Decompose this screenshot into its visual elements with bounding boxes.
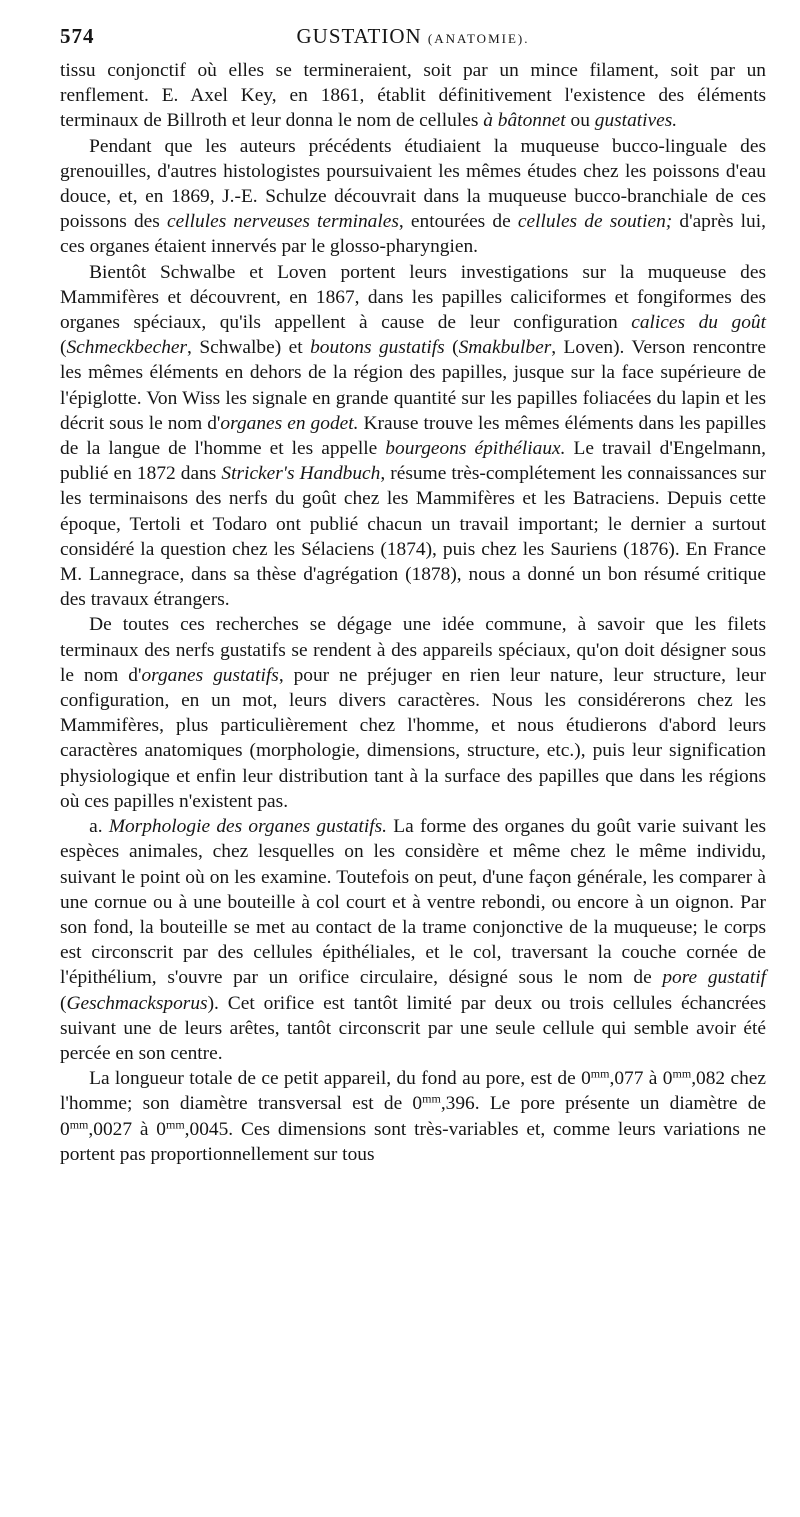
text-run: Krause trouve les mêmes éléments dans les papilles de la langue de l'homme et les appelle <box>60 412 766 460</box>
page-number: 574 <box>60 24 95 48</box>
text-run: La forme des organes du goût varie suivant les espèces animales, chez lesquelles on les considère et même chez le même individu, suivant le point où on les examine. Toutefois on peut, d'une façon générale, les comparer à une cornue ou à une bouteille à col court et à ventre rebondi, ou encore à un oignon. Par son fond, la bouteille se met au contact de la trame conjonctive de la muqueuse; le corps est circonscrit par des cellules épithéliales, et le col, traversant la couche cornée de l'épithélium, s'ouvre par un orifice circulaire, désigné sous le nom de <box>60 816 766 989</box>
running-head <box>60 24 766 58</box>
text-run: ,0045. Ces dimensions sont très-variables et, comme leurs variations ne portent pas proportionnellement sur tous <box>60 1118 766 1165</box>
paragraph-p5 <box>60 1066 766 1167</box>
text-run: tissu conjonctif où elles se termineraient, soit par un mince filament, soit par un renflement. E. Axel Key, en 1861, établit définitivement l'existence des éléments terminaux de Billroth et leur donna le nom de cellules <box>60 60 766 132</box>
text-run: ou <box>565 110 595 132</box>
italic-run: bourgeons épithéliaux. <box>385 438 566 460</box>
italic-run: calices du goût <box>631 312 766 334</box>
italic-run: pore gustatif <box>662 967 767 989</box>
italic-run: organes en godet. <box>220 412 359 434</box>
text-run: , résume très-complétement les connaissances sur les terminaisons des nerfs du goût chez les Mammifères et les Batraciens. Depuis cette époque, Tertoli et Todaro ont publié chacun un travail important; le dernier a surtout considéré la question chez les Sélaciens (1874), puis chez les Sauriens (1876). En France M. Lannegrace, dans sa thèse d'agrégation (1878), nous a donné un bon résumé critique des travaux étrangers. <box>60 463 766 611</box>
text-run: Bientôt Schwalbe et Loven portent leurs investigations sur la muqueuse des Mammifères et découvrent, en 1867, dans les papilles caliciformes et fongiformes des organes spéciaux, qu'ils appellent à cause de leur configuration <box>60 261 766 334</box>
text-run: ,396. Le pore présente un diamètre de 0 <box>60 1093 766 1140</box>
header-subtitle: (ANATOMIE). <box>427 31 530 46</box>
italic-run: Geschmacksporus <box>66 992 208 1014</box>
text-run: , pour ne préjuger en rien leur nature, leur structure, leur configuration, en un mot, leurs divers caractères. Nous les considérerons chez les Mammifères, plus particulièrement chez l'homme, et nous étudierons d'abord leurs caractères anatomiques (morphologie, dimensions, structure, etc.), puis leur signification physiologique et enfin leur distribution tant à la surface des papilles que dans les régions où ces papilles n'existent pas. <box>60 664 766 812</box>
italic-run: à bâtonnet <box>483 110 566 132</box>
text-run: ,077 à 0 <box>609 1068 673 1090</box>
unit-superscript: mm <box>69 1116 89 1131</box>
page <box>60 24 766 1167</box>
italic-run: organes gustatifs <box>141 664 279 686</box>
paragraph-p2 <box>60 260 766 613</box>
text-run: Le travail d'Engelmann, publié en 1872 dans <box>60 438 766 485</box>
unit-superscript: mm <box>165 1116 185 1131</box>
text-run: ). Cet orifice est tantôt limité par deux ou trois cellules échancrées suivant une de leurs arêtes, tantôt circonscrit par une seule cellule qui semble avoir été percée en son centre. <box>60 992 766 1064</box>
text-run: ( <box>60 992 67 1014</box>
text-run: , Schwalbe) et <box>187 337 311 359</box>
text-run: ,0027 à 0 <box>88 1118 166 1140</box>
italic-run: Stricker's Handbuch <box>221 463 381 485</box>
header-title: GUSTATION <box>296 24 422 48</box>
paragraph-p4 <box>60 814 766 1066</box>
text-run: a. <box>89 816 109 838</box>
unit-superscript: mm <box>422 1091 441 1106</box>
unit-superscript: mm <box>672 1066 692 1081</box>
text-run: La longueur totale de ce petit appareil, du fond au pore, est de 0 <box>89 1068 591 1090</box>
italic-run: boutons gustatifs <box>310 337 445 359</box>
unit-superscript: mm <box>590 1066 610 1081</box>
paragraph-p0 <box>60 58 766 134</box>
text-run: ,082 chez l'homme; son diamètre transversal est de 0 <box>60 1068 767 1115</box>
text-run: , entourées de <box>398 211 518 233</box>
italic-run: gustatives. <box>594 110 678 132</box>
text-run: ( <box>60 337 67 359</box>
text-run: , Loven). Verson rencontre les mêmes éléments en dehors de la région des papilles, jusque sur la face supérieure de l'épiglotte. Von Wiss les signale en grande quantité sur les papilles foliacées du lapin et les décrit sous le nom d' <box>60 337 766 434</box>
italic-run: Smakbulber <box>458 337 552 359</box>
running-title <box>60 24 766 49</box>
text-run: ( <box>444 337 459 359</box>
paragraph-p1 <box>60 134 766 260</box>
text-run: De toutes ces recherches se dégage une idée commune, à savoir que les filets terminaux des nerfs gustatifs se rendent à des appareils spéciaux, qu'on doit désigner sous le nom d' <box>60 614 766 686</box>
body-text <box>60 58 766 1167</box>
paragraph-p3 <box>60 612 766 814</box>
text-run: d'après lui, ces organes étaient innervés par le glosso-pharyngien. <box>60 211 766 258</box>
italic-run: cellules nerveuses terminales <box>167 211 399 233</box>
italic-run: cellules de soutien; <box>517 211 673 233</box>
text-run: Pendant que les auteurs précédents étudiaient la muqueuse bucco-linguale des grenouilles, d'autres histologistes poursuivaient les mêmes études chez les poissons d'eau douce, et, en 1869, J.-E. Schulze découvrait dans la muqueuse bucco-branchiale de ces poissons des <box>60 135 766 233</box>
italic-run: Schmeckbecher <box>66 337 188 359</box>
italic-run: Morphologie des organes gustatifs. <box>108 816 388 838</box>
